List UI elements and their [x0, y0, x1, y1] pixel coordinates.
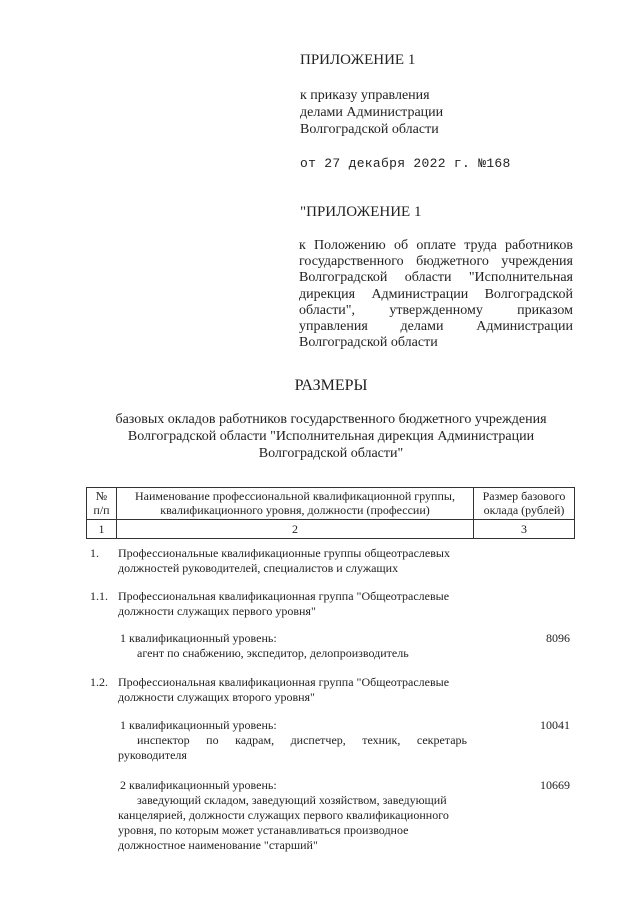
document-heading: РАЗМЕРЫ: [294, 377, 368, 394]
index-cell-2: 2: [292, 522, 298, 536]
row-title-line: Профессиональная квалификационная группа "Общеотраслевые: [118, 675, 450, 689]
regulation-line-6: управления делами Администрации: [299, 318, 573, 334]
col-number-header: [87, 489, 116, 517]
qualification-level-label: 2 квалификационный уровень:: [120, 778, 277, 792]
row-number: 1.1.: [90, 589, 108, 603]
subtitle-line-3: Волгоградской области": [258, 446, 404, 461]
order-line-2: делами Администрации: [300, 105, 444, 120]
col-salary-header-line-1: Размер базового: [482, 489, 566, 503]
col-name-header: [117, 489, 473, 517]
salary-table-header: [86, 487, 575, 539]
positions-line: руководителя: [118, 748, 187, 762]
regulation-line-3: Волгоградской области "Исполнительная: [299, 270, 573, 286]
regulation-line-4: дирекция Администрации Волгоградской: [299, 286, 573, 302]
qualification-level-label: 1 квалификационный уровень:: [120, 718, 277, 732]
positions-line: инспектор по кадрам, диспетчер, техник, секретарь: [137, 733, 467, 747]
row-title-line: Профессиональная квалификационная группа "Общеотраслевые: [118, 589, 450, 603]
salary-value: 10041: [540, 718, 570, 732]
positions-line: канцелярией, должности служащих первого квалификационного: [118, 808, 449, 822]
positions-line: заведующий складом, заведующий хозяйством, заведующий: [137, 793, 447, 807]
order-line-1: к приказу управления: [300, 88, 430, 103]
row-number: 1.: [90, 546, 99, 560]
row-number: 1.2.: [90, 675, 108, 689]
regulation-line-5: области", утвержденному приказом: [299, 302, 573, 318]
subtitle-line-2: Волгоградской области "Исполнительная дирекция Администрации: [127, 429, 535, 444]
order-line-3: Волгоградской области: [300, 122, 439, 137]
row-title-line: должности служащих второго уровня": [118, 690, 315, 704]
table-right-border: [574, 487, 575, 539]
salary-value: 8096: [546, 631, 570, 645]
appendix-title: ПРИЛОЖЕНИЕ 1: [300, 52, 416, 68]
subtitle-line-1: базовых окладов работников государственного бюджетного учреждения: [115, 412, 547, 427]
row-title-line: Профессиональные квалификационные группы общеотраслевых: [118, 546, 450, 560]
table-header-divider: [86, 519, 575, 520]
regulation-line-7: Волгоградской области: [299, 335, 438, 351]
order-date-line: от 27 декабря 2022 г. №168: [300, 156, 511, 171]
col-number-header-line-1: №: [95, 489, 108, 503]
regulation-line-2: государственного бюджетного учреждения: [299, 254, 573, 270]
quoted-appendix-title: "ПРИЛОЖЕНИЕ 1: [300, 204, 422, 220]
positions-line: агент по снабжению, экспедитор, делопроизводитель: [137, 646, 409, 660]
index-cell-3: 3: [521, 522, 527, 536]
col-salary-header-line-2: оклада (рублей): [483, 503, 565, 517]
regulation-reference: [299, 238, 573, 351]
col-name-header-line-1: Наименование профессиональной квалификационной группы,: [135, 489, 455, 503]
positions-line: уровня, по которым может устанавливаться производное: [118, 823, 409, 837]
table-top-border: [86, 487, 575, 488]
table-bottom-border: [86, 538, 575, 539]
regulation-line-1: к Положению об оплате труда работников: [299, 238, 573, 253]
positions-line: должностное наименование "старший": [118, 838, 318, 852]
qualification-level-label: 1 квалификационный уровень:: [120, 631, 277, 645]
col-name-header-line-2: квалификационного уровня, должности (профессии): [160, 503, 430, 517]
index-cell-1: 1: [98, 522, 105, 536]
col-number-header-line-2: п/п: [93, 503, 110, 517]
salary-value: 10669: [540, 778, 570, 792]
row-title-line: должности служащих первого уровня": [118, 604, 316, 618]
col-salary-header: [474, 489, 574, 517]
row-title-line: должностей руководителей, специалистов и служащих: [118, 561, 399, 575]
